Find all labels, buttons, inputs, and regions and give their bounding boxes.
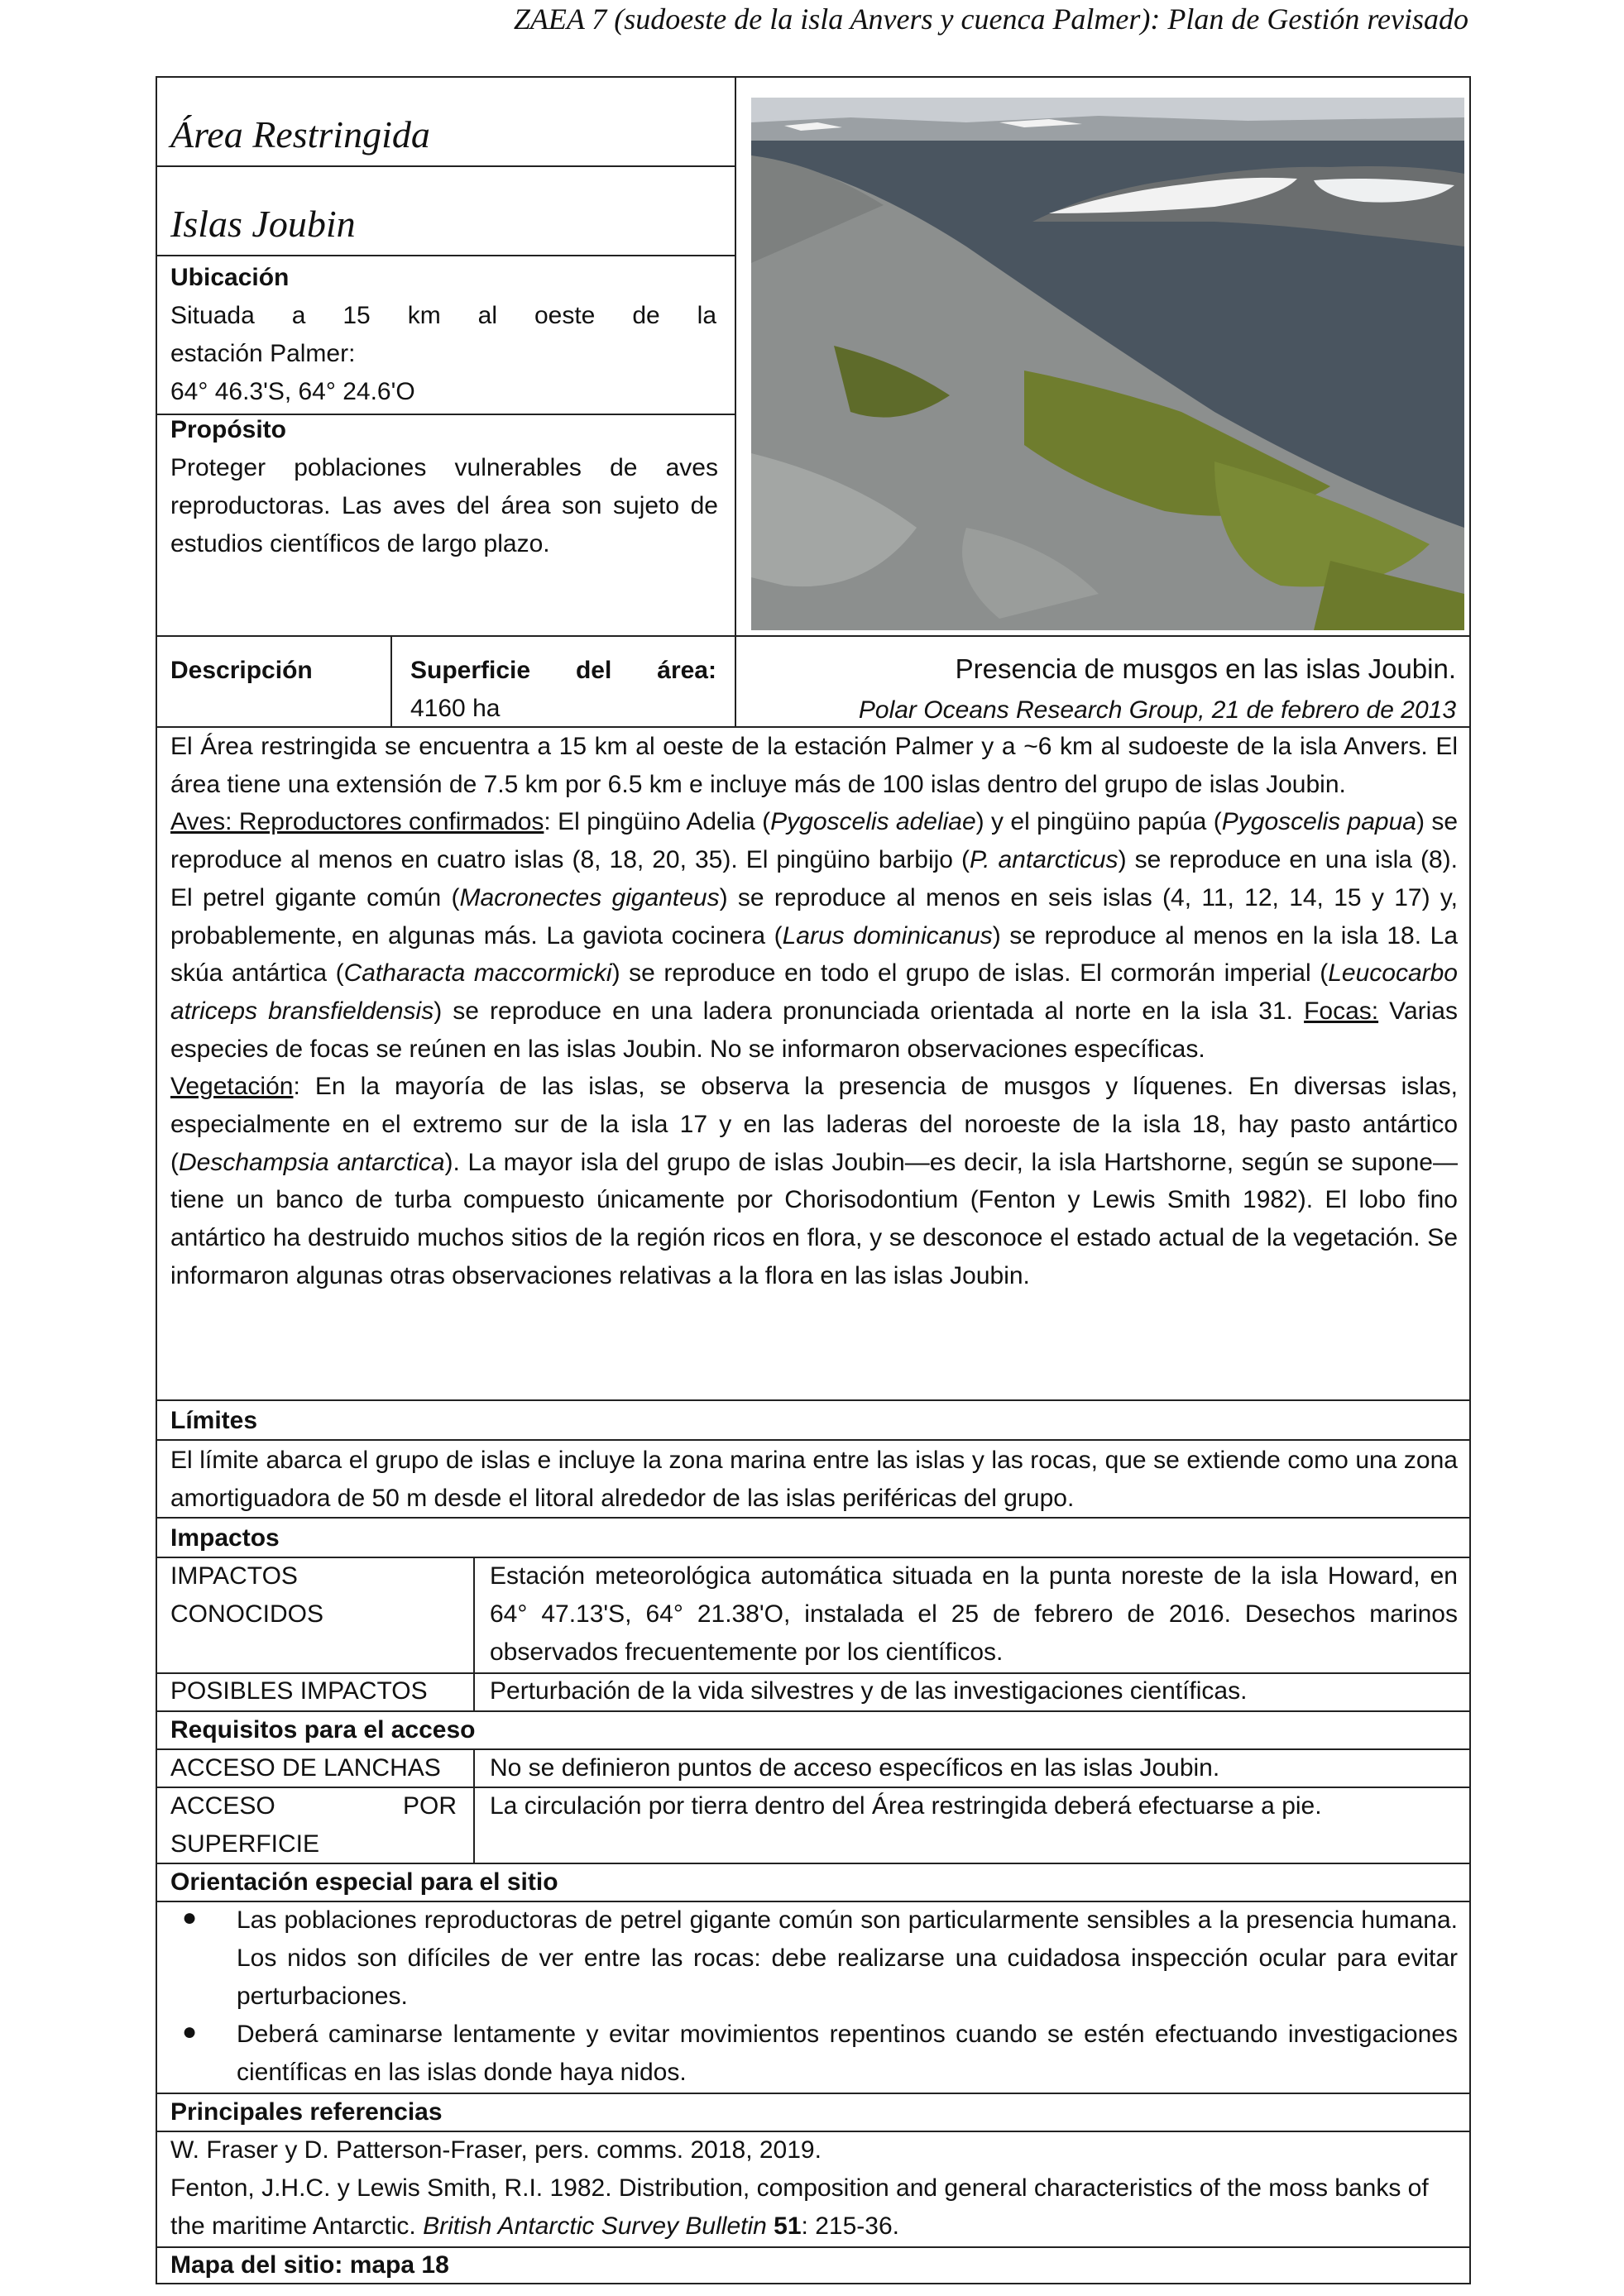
divider <box>156 255 735 256</box>
acceso-lanchas-label: ACCESO DE LANCHAS <box>170 1754 441 1782</box>
divider <box>390 635 392 726</box>
bullet-icon: ● <box>182 2018 198 2045</box>
vegetacion-paragraph: Vegetación: En la mayoría de las islas, se observa la presencia de musgos y líquenes. En diversas islas, especialmente en el extremo sur de la isla 17 y en las laderas del noroeste de la isla 18, hay pasto antártico (Deschampsia antarctica). La mayor isla del grupo de islas Joubin—es decir, la isla Hartshorne, según se supone— tiene un banco de turba compuesto únicamente por Chorisodontium (Fenton y Lewis Smith 1982). El lobo fino antártico ha destruido muchos sitios de la región ricos en flora, y se desconoce el estado actual de la vegetación. Se informaron algunas otras observaciones relativas a la flora en las islas Joubin. <box>170 1073 1458 1289</box>
divider <box>156 1439 1471 1441</box>
referencias-label: Principales referencias <box>170 2098 443 2126</box>
acceso-superficie-label: ACCESO POR SUPERFICIE <box>170 1792 457 1858</box>
orientacion-bullet-1: Las poblaciones reproductoras de petrel gigante común son particularmente sensibles a la presencia humana. Los nidos son difíciles de ver entre las rocas: debe realizarse una cuidadosa inspección ocular para evitar perturbaciones. <box>237 1906 1458 2010</box>
focas-heading: Focas: <box>1304 997 1379 1025</box>
mapa-label: Mapa del sitio: mapa 18 <box>170 2251 449 2279</box>
proposito-text: Proteger poblaciones vulnerables de aves reproductoras. Las aves del área son sujeto de estudios científicos de largo plazo. <box>170 454 718 557</box>
divider <box>473 1748 475 1864</box>
area-type: Área Restringida <box>170 113 430 155</box>
divider <box>156 1399 1471 1401</box>
impactos-label: Impactos <box>170 1524 280 1552</box>
impactos-conocidos-text: Estación meteorológica automática situada en la punta noreste de la isla Howard, en 64° 47.13'S, 64° 21.38'O, instalada el 25 de febrero de 2016. Desechos marinos observados frecuentemente por los científicos. <box>490 1562 1458 1666</box>
orientacion-label: Orientación especial para el sitio <box>170 1868 558 1896</box>
impactos-conocidos-label: IMPACTOS CONOCIDOS <box>170 1562 324 1628</box>
divider <box>156 635 1471 637</box>
descripcion-label: Descripción <box>170 657 313 684</box>
divider <box>473 1557 475 1710</box>
site-name: Islas Joubin <box>170 203 356 245</box>
referencia-1: W. Fraser y D. Patterson-Fraser, pers. comms. 2018, 2019. <box>170 2136 822 2164</box>
acceso-superficie-text: La circulación por tierra dentro del Área restringida deberá efectuarse a pie. <box>490 1792 1322 1820</box>
ubicacion-label: Ubicación <box>170 264 290 291</box>
posibles-impactos-text: Perturbación de la vida silvestres y de las investigaciones científicas. <box>490 1677 1248 1705</box>
limites-text: El límite abarca el grupo de islas e incluye la zona marina entre las islas y las rocas, que se extiende como una zona amortiguadora de 50 m desde el litoral alrededor de las islas periféricas del grupo. <box>170 1447 1458 1512</box>
limites-label: Límites <box>170 1407 258 1434</box>
aves-heading: Aves: Reproductores confirmados <box>170 808 544 836</box>
vegetacion-heading: Vegetación <box>170 1073 294 1101</box>
proposito-label: Propósito <box>170 416 286 443</box>
acceso-lanchas-text: No se definieron puntos de acceso específicos en las islas Joubin. <box>490 1754 1220 1782</box>
joubin-islands-photo <box>751 98 1464 630</box>
acceso-label: Requisitos para el acceso <box>170 1716 476 1744</box>
divider <box>156 165 735 167</box>
aves-paragraph: Aves: Reproductores confirmados: El pingüino Adelia (Pygoscelis adeliae) y el pingüino papúa (Pygoscelis papua) se reproduce al menos en cuatro islas (8, 18, 20, 35). El pingüino barbijo (P. antarcticus) se reproduce en una isla (8). El petrel gigante común (Macronectes giganteus) se reproduce al menos en seis islas (4, 11, 12, 14, 15 y 17) y, probablemente, en algunas más. La gaviota cocinera (Larus dominicanus) se reproduce al menos en la isla 18. La skúa antártica (Catharacta maccormicki) se reproduce en todo el grupo de islas. El cormorán imperial (Leucocarbo atriceps bransfieldensis) se reproduce en una ladera pronunciada orientada al norte en la isla 31. Focas: Varias especies de focas se reúnen en las islas Joubin. No se informaron observaciones específicas. <box>170 808 1459 1063</box>
running-header: ZAEA 7 (sudoeste de la isla Anvers y cuenca Palmer): Plan de Gestión revisado <box>513 2 1468 36</box>
descripcion-intro: El Área restringida se encuentra a 15 km al oeste de la estación Palmer y a ~6 km al sudoeste de la isla Anvers. El área tiene una extensión de 7.5 km por 6.5 km e incluye más de 100 islas dentro del grupo de islas Joubin. <box>170 733 1458 798</box>
photo-caption: Presencia de musgos en las islas Joubin. <box>955 653 1456 684</box>
divider <box>735 76 736 635</box>
photo-credit: Polar Oceans Research Group, 21 de febrero de 2013 <box>858 696 1456 724</box>
ubicacion-coords: 64° 46.3'S, 64° 24.6'O <box>170 378 415 405</box>
orientacion-bullet-2: Deberá caminarse lentamente y evitar movimientos repentinos cuando se estén efectuando investigaciones científicas en las islas donde haya nidos. <box>237 2021 1458 2086</box>
divider <box>156 1517 1471 1519</box>
ubicacion-line1: Situada a 15 km al oeste de la <box>170 302 716 329</box>
referencia-2: Fenton, J.H.C. y Lewis Smith, R.I. 1982. Distribution, composition and general characteristics of the moss banks of the maritime Antarctic. British Antarctic Survey Bulletin 51: 215-36. <box>170 2174 1429 2240</box>
posibles-impactos-label: POSIBLES IMPACTOS <box>170 1677 428 1705</box>
superficie-value: 4160 ha <box>410 695 501 722</box>
superficie-label: Superficie del área: <box>410 657 716 684</box>
ubicacion-line2: estación Palmer: <box>170 340 356 367</box>
descripcion-body <box>170 728 1458 1295</box>
bullet-icon: ● <box>182 1904 198 1931</box>
